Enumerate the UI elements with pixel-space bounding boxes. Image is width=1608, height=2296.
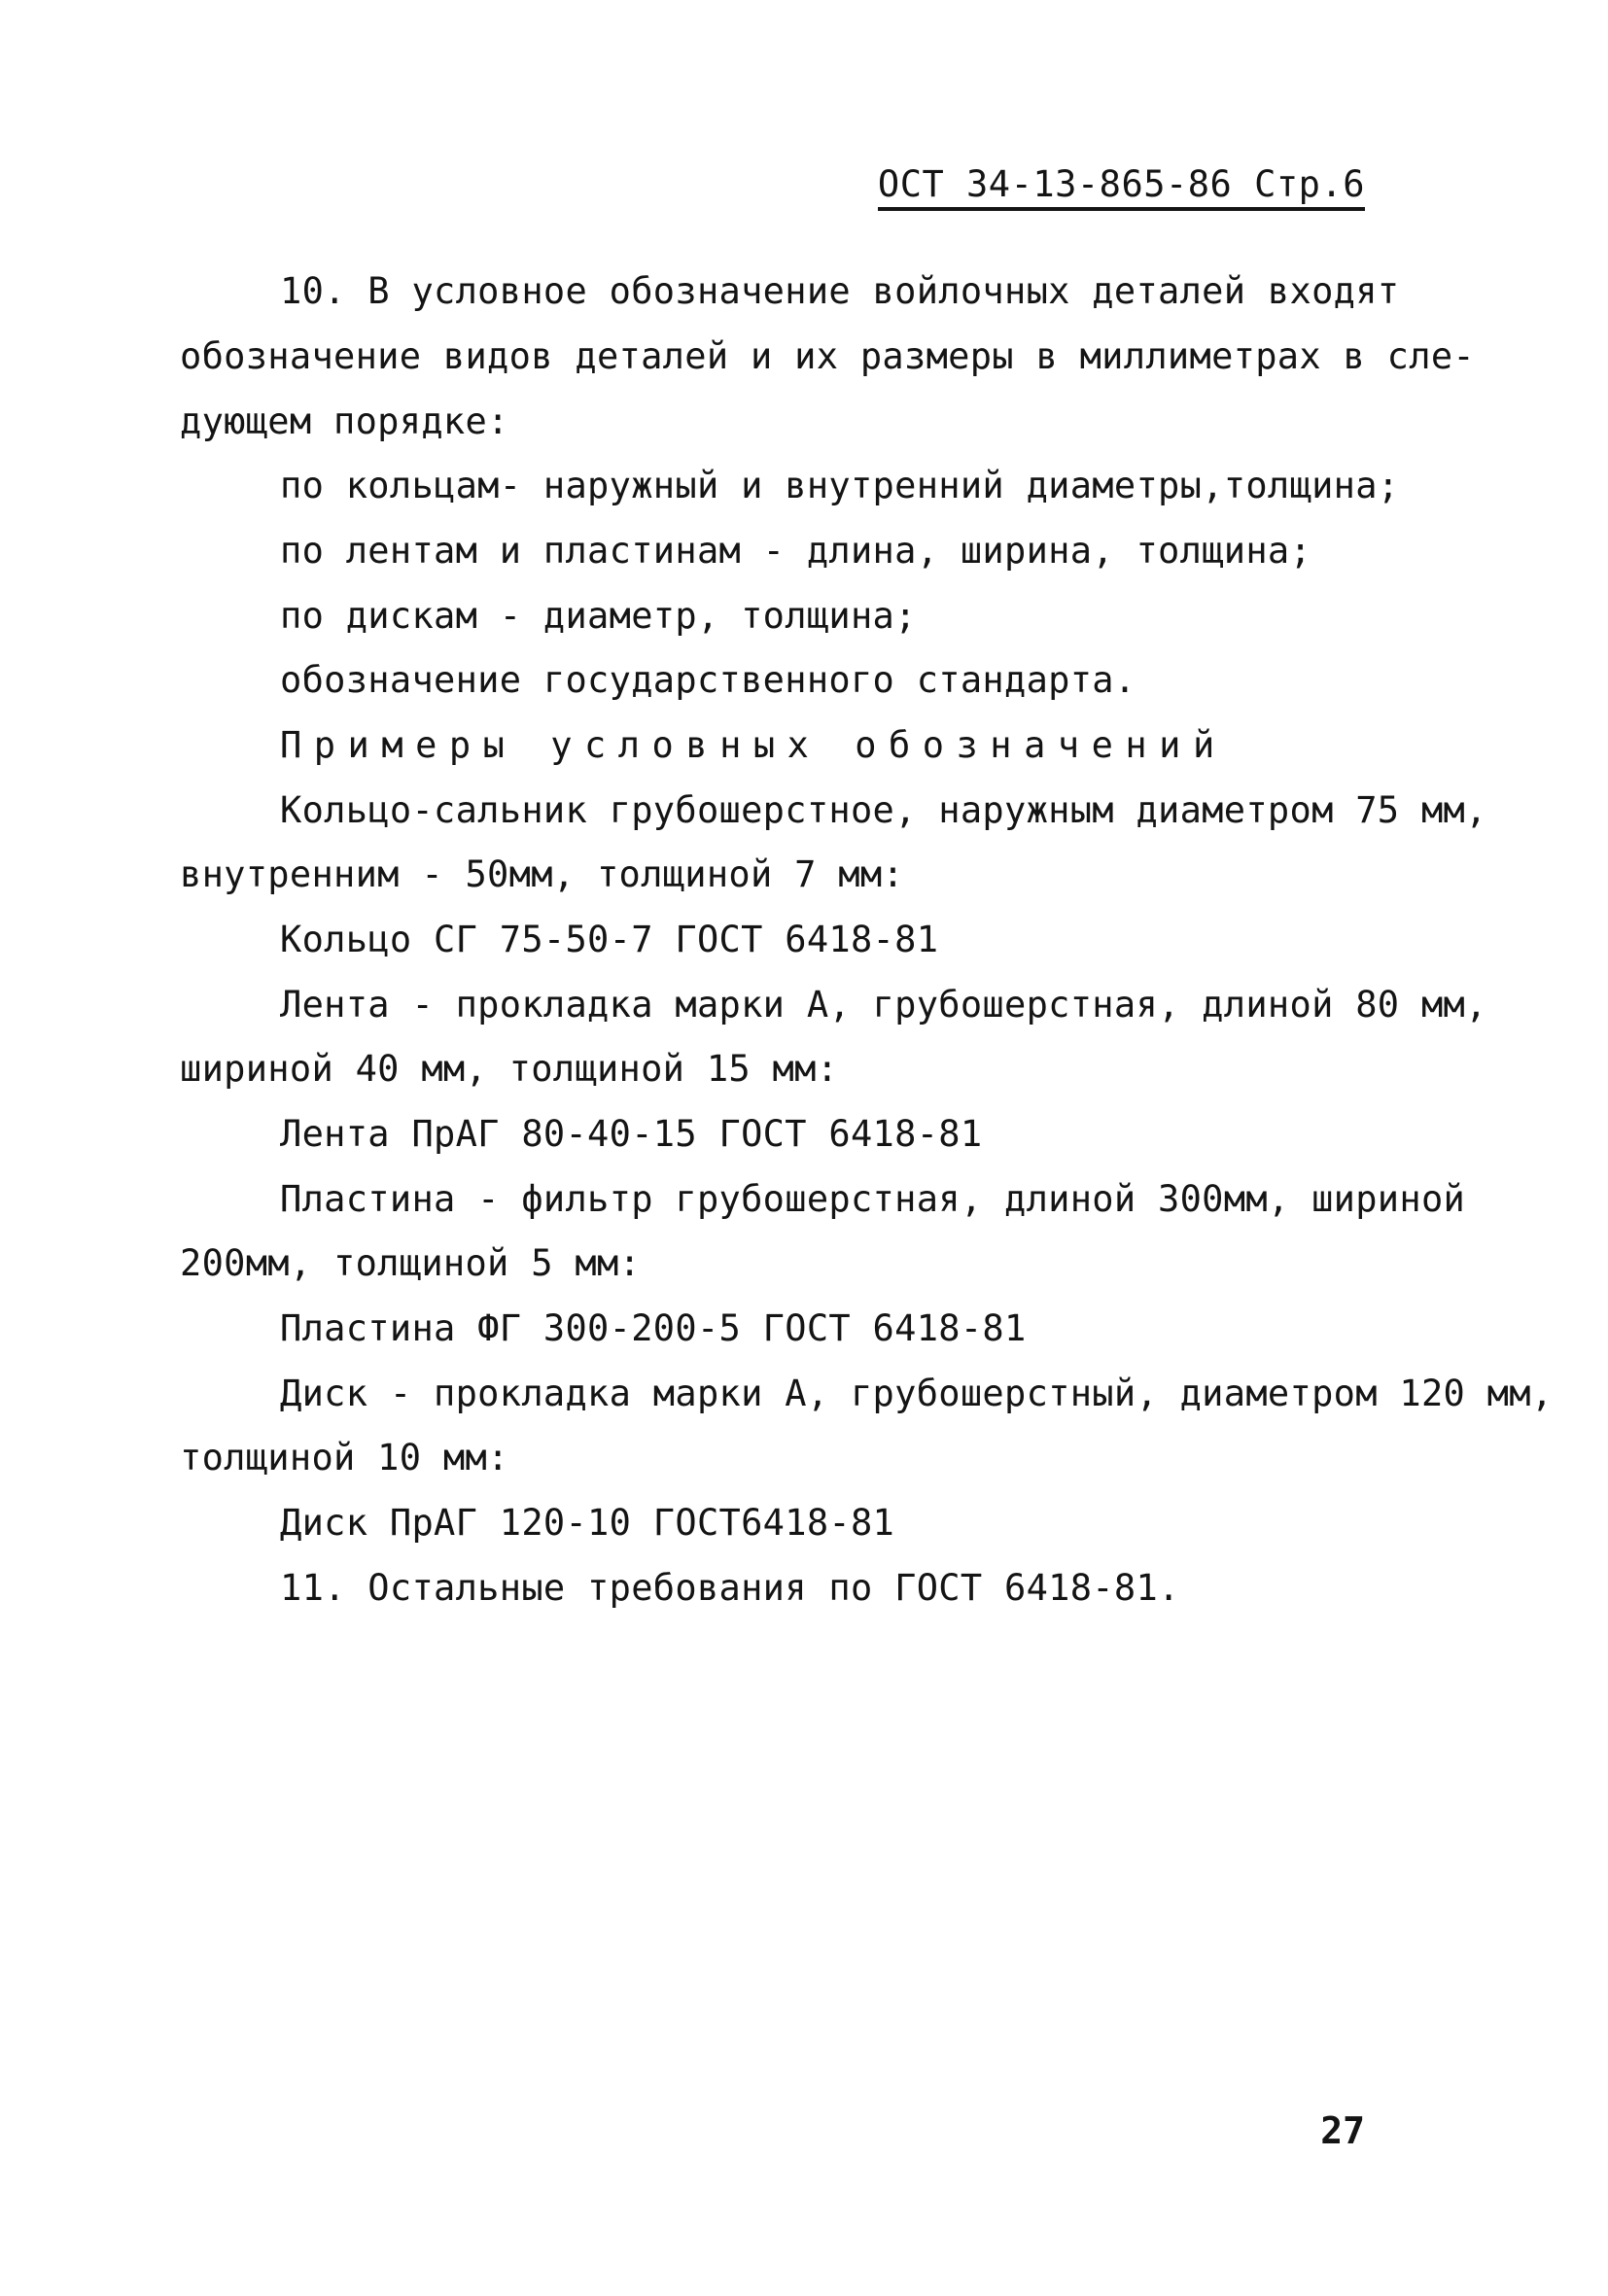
document-header: ОСТ 34-13-865-86 Стр.6 xyxy=(878,163,1365,211)
example-ring-description-2: внутренним - 50мм, толщиной 7 мм: xyxy=(180,853,905,895)
page-number: 27 xyxy=(1320,2109,1365,2152)
list-item-tapes-plates: по лентам и пластинам - длина, ширина, толщина; xyxy=(280,530,1312,572)
example-tape-description-1: Лента - прокладка марки А, грубошерстная, длиной 80 мм, xyxy=(280,984,1487,1026)
list-item-discs: по дискам - диаметр, толщина; xyxy=(280,595,917,637)
paragraph-11: 11. Остальные требования по ГОСТ 6418-81. xyxy=(280,1567,1180,1609)
example-ring-designation: Кольцо СГ 75-50-7 ГОСТ 6418-81 xyxy=(280,919,939,960)
example-tape-description-2: шириной 40 мм, толщиной 15 мм: xyxy=(180,1048,839,1090)
example-disc-description-1: Диск - прокладка марки А, грубошерстный, диаметром 120 мм, xyxy=(280,1373,1554,1414)
example-plate-description-1: Пластина - фильтр грубошерстная, длиной 300мм, шириной xyxy=(280,1178,1466,1220)
example-disc-designation: Диск ПрАГ 120-10 ГОСТ6418-81 xyxy=(280,1502,895,1544)
list-item-standard: обозначение государственного стандарта. xyxy=(280,659,1136,701)
paragraph-10-line-1: 10. В условное обозначение войлочных деталей входят xyxy=(280,270,1400,312)
example-disc-description-2: толщиной 10 мм: xyxy=(180,1437,509,1478)
example-tape-designation: Лента ПрАГ 80-40-15 ГОСТ 6418-81 xyxy=(280,1113,983,1155)
example-plate-description-2: 200мм, толщиной 5 мм: xyxy=(180,1242,642,1284)
paragraph-10-line-3: дующем порядке: xyxy=(180,400,509,442)
examples-heading: Примеры условных обозначений xyxy=(280,724,1227,766)
paragraph-10-line-2: обозначение видов деталей и их размеры в миллиметрах в сле- xyxy=(180,335,1475,377)
example-ring-description-1: Кольцо-сальник грубошерстное, наружным диаметром 75 мм, xyxy=(280,789,1487,831)
list-item-rings: по кольцам- наружный и внутренний диаметры,толщина; xyxy=(280,465,1400,506)
example-plate-designation: Пластина ФГ 300-200-5 ГОСТ 6418-81 xyxy=(280,1307,1027,1349)
